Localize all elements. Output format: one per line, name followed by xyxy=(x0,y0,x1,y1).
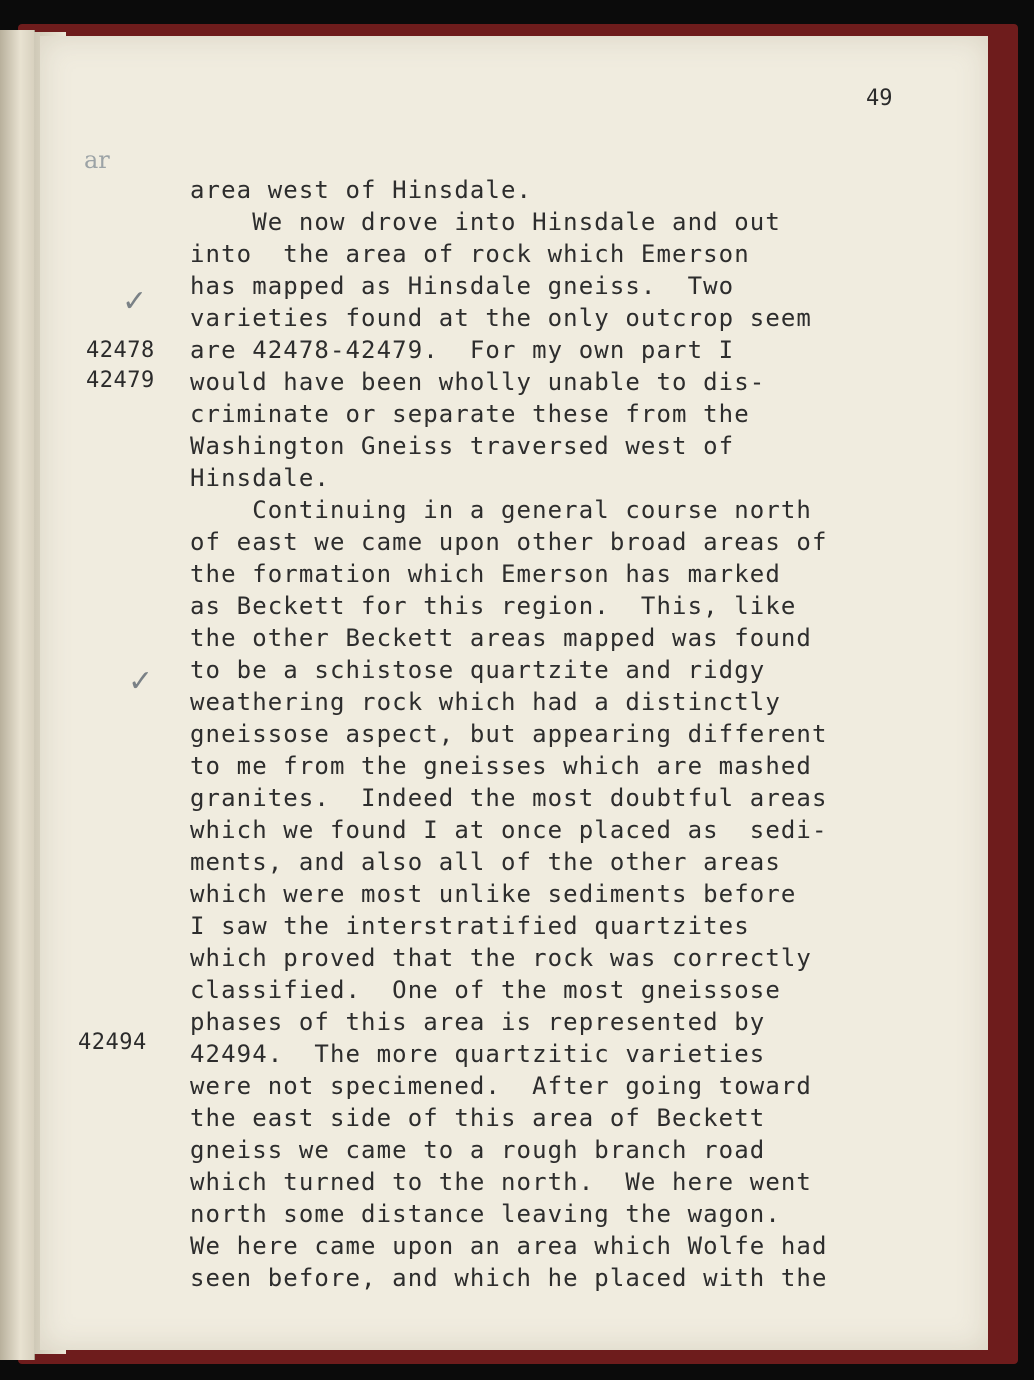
text-line: has mapped as Hinsdale gneiss. Two xyxy=(190,272,735,300)
text-line: varieties found at the only outcrop seem xyxy=(190,304,812,332)
text-line: I saw the interstratified quartzites xyxy=(190,912,750,940)
margin-specimen-number: 42494 xyxy=(78,1030,147,1055)
margin-specimen-number: 42479 xyxy=(86,368,155,393)
text-line: gneissose aspect, but appearing different xyxy=(190,720,828,748)
text-line: to be a schistose quartzite and ridgy xyxy=(190,656,766,684)
text-line: classified. One of the most gneissose xyxy=(190,976,781,1004)
text-line: ments, and also all of the other areas xyxy=(190,848,781,876)
facing-page-edge xyxy=(0,30,35,1360)
text-line: north some distance leaving the wagon. xyxy=(190,1200,781,1228)
text-line: which proved that the rock was correctly xyxy=(190,944,812,972)
text-line: the east side of this area of Beckett xyxy=(190,1104,766,1132)
page-number: 49 xyxy=(866,86,893,111)
text-line: are 42478-42479. For my own part I xyxy=(190,336,735,364)
text-line: the other Beckett areas mapped was found xyxy=(190,624,812,652)
text-line: as Beckett for this region. This, like xyxy=(190,592,797,620)
text-line: to me from the gneisses which are mashed xyxy=(190,752,812,780)
text-line: granites. Indeed the most doubtful areas xyxy=(190,784,828,812)
pencil-margin-note: ar xyxy=(84,146,110,174)
text-line: the formation which Emerson has marked xyxy=(190,560,781,588)
text-line: which turned to the north. We here went xyxy=(190,1168,812,1196)
text-line: 42494. The more quartzitic varieties xyxy=(190,1040,766,1068)
text-line: We now drove into Hinsdale and out xyxy=(190,208,781,236)
text-line: Washington Gneiss traversed west of xyxy=(190,432,735,460)
text-line: criminate or separate these from the xyxy=(190,400,750,428)
text-line: We here came upon an area which Wolfe had xyxy=(190,1232,828,1260)
text-line: which were most unlike sediments before xyxy=(190,880,797,908)
text-line: which we found I at once placed as sedi- xyxy=(190,816,828,844)
text-line: Hinsdale. xyxy=(190,464,330,492)
text-line: into the area of rock which Emerson xyxy=(190,240,750,268)
text-line: gneiss we came to a rough branch road xyxy=(190,1136,766,1164)
text-line: area west of Hinsdale. xyxy=(190,176,533,204)
check-mark-icon: ✓ xyxy=(128,664,154,699)
text-line: Continuing in a general course north xyxy=(190,496,812,524)
text-line: seen before, and which he placed with the xyxy=(190,1264,828,1292)
margin-specimen-number: 42478 xyxy=(86,338,155,363)
notebook-page xyxy=(40,36,988,1350)
text-line: phases of this area is represented by xyxy=(190,1008,766,1036)
text-line: of east we came upon other broad areas of xyxy=(190,528,828,556)
text-line: were not specimened. After going toward xyxy=(190,1072,812,1100)
check-mark-icon: ✓ xyxy=(122,284,148,319)
text-line: weathering rock which had a distinctly xyxy=(190,688,781,716)
text-line: would have been wholly unable to dis- xyxy=(190,368,766,396)
